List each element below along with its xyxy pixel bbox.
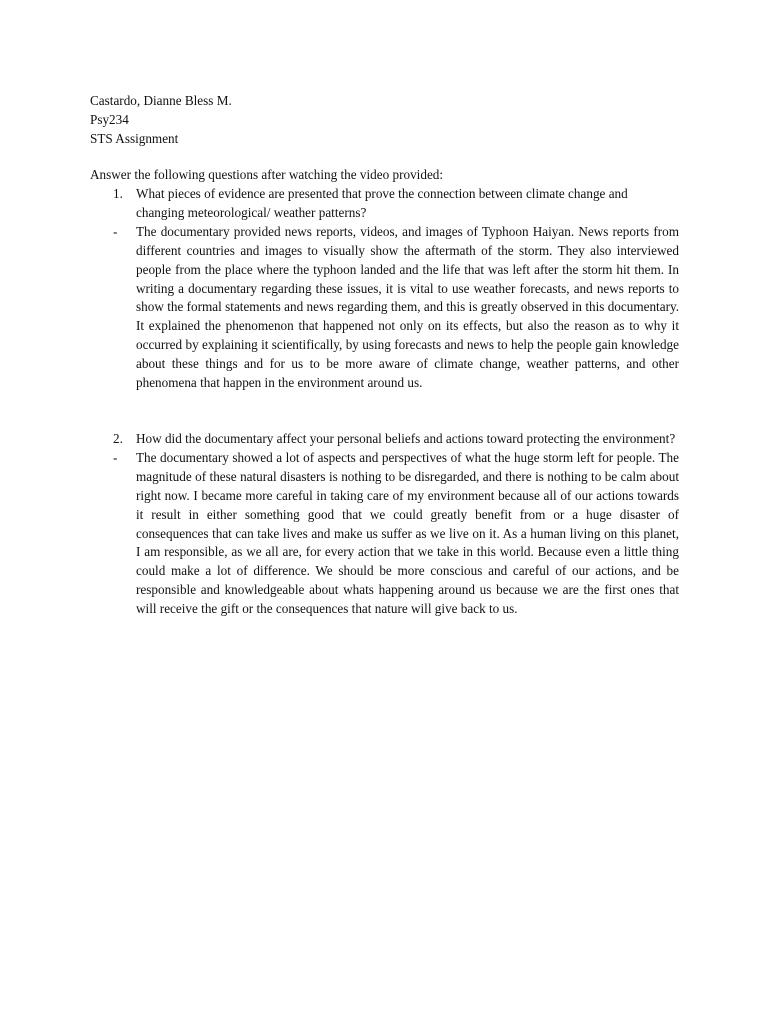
question-row xyxy=(113,185,679,223)
question-number: 2. xyxy=(113,431,123,446)
question-block-2 xyxy=(113,430,679,619)
question-number: 1. xyxy=(113,186,123,201)
answer-row xyxy=(113,449,679,619)
question-block-1 xyxy=(113,185,679,393)
assignment-title: STS Assignment xyxy=(90,130,179,146)
answer-text: The documentary provided news reports, videos, and images of Typhoon Haiyan. News reports from different countries and images to visually show the aftermath of the storm. They also interviewed people from the place where the typhoon landed and the life that was left after the storm hit them. In writing a documentary regarding these issues, it is vital to use weather forecasts, and news reports to show the formal statements and news regarding them, and this is greatly observed in this documentary. It explained the phenomenon that happened not only on its effects, but also the reason as to why it occurred by explaining it scientifically, by using forecasts and news to help the people gain knowledge about these things and for us to be more aware of climate change, weather patterns, and other phenomena that happen in the environment around us. xyxy=(136,223,679,391)
answer-row xyxy=(113,223,679,393)
question-row xyxy=(113,430,679,449)
answer-bullet: - xyxy=(113,223,118,239)
question-text: What pieces of evidence are presented that prove the connection between climate change and changing meteorological/ weather patterns? xyxy=(136,186,628,220)
course-code: Psy234 xyxy=(90,111,129,127)
instructions: Answer the following questions after watching the video provided: xyxy=(90,167,444,182)
answer-text: The documentary showed a lot of aspects and perspectives of what the huge storm left for people. The magnitude of these natural disasters is nothing to be disregarded, and there is nothing to be calm about right now. I became more careful in taking care of my environment because all of our actions towards it result in either something good that we could greatly benefit from or a huge disaster of consequences that can take lives and make us suffer as we live on it. As a human living on this planet, I am responsible, as we all are, for every action that we take in this world. Because even a little thing could make a lot of difference. We should be more conscious and careful of our actions, and be responsible and knowledgeable about whats happening around us because we are the first ones that will receive the gift or the consequences that nature will give back to us. xyxy=(136,449,679,617)
document-header xyxy=(90,92,690,149)
student-name: Castardo, Dianne Bless M. xyxy=(90,93,232,108)
answer-bullet: - xyxy=(113,449,118,465)
question-text: How did the documentary affect your personal beliefs and actions toward protecting the environment? xyxy=(136,431,676,446)
